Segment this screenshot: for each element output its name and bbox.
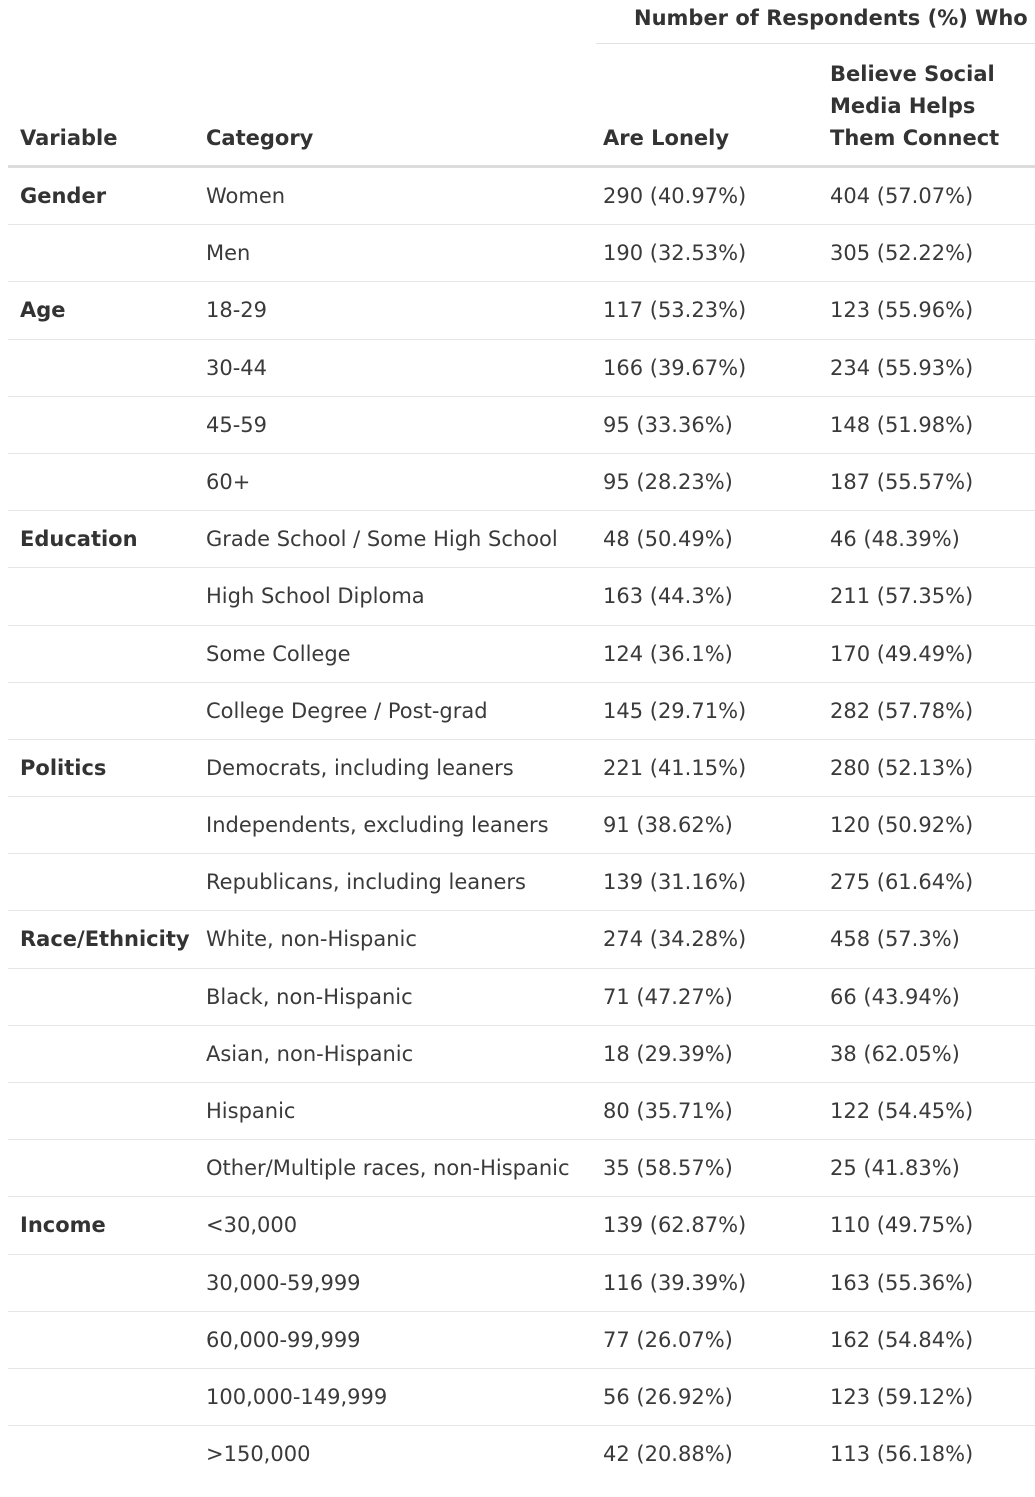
row-social-media: 66 (43.94%) [830, 984, 960, 1009]
table-row [8, 511, 1035, 568]
row-social-media: 275 (61.64%) [830, 870, 974, 895]
row-are-lonely: 56 (26.92%) [603, 1384, 733, 1409]
row-category: Black, non-Hispanic [206, 984, 413, 1009]
row-category: <30,000 [206, 1213, 298, 1238]
row-are-lonely: 290 (40.97%) [603, 184, 747, 208]
row-category: Some College [206, 641, 351, 666]
row-category: 60+ [206, 469, 251, 494]
row-variable: Age [20, 298, 66, 323]
row-are-lonely: 42 (20.88%) [603, 1442, 733, 1467]
table-row [8, 1140, 1035, 1197]
row-social-media: 25 (41.83%) [830, 1156, 960, 1181]
row-variable: Politics [20, 755, 107, 780]
row-variable: Gender [20, 184, 107, 208]
row-social-media: 123 (55.96%) [830, 298, 974, 323]
row-variable: Education [20, 527, 138, 552]
row-social-media: 162 (54.84%) [830, 1327, 974, 1352]
table-row [8, 340, 1035, 397]
table-body [8, 168, 1035, 1483]
row-social-media: 282 (57.78%) [830, 698, 974, 723]
header-category: Category [206, 126, 314, 150]
row-social-media: 122 (54.45%) [830, 1099, 974, 1123]
row-are-lonely: 190 (32.53%) [603, 241, 747, 266]
row-social-media: 404 (57.07%) [830, 184, 974, 208]
row-are-lonely: 48 (50.49%) [603, 527, 733, 552]
row-social-media: 120 (50.92%) [830, 813, 974, 838]
row-are-lonely: 139 (31.16%) [603, 870, 747, 895]
row-category: 100,000-149,999 [206, 1384, 388, 1409]
table-row [8, 454, 1035, 511]
table-row [8, 854, 1035, 911]
row-social-media: 187 (55.57%) [830, 469, 974, 494]
row-social-media: 211 (57.35%) [830, 584, 974, 609]
row-category: Other/Multiple races, non-Hispanic [206, 1156, 570, 1181]
row-social-media: 46 (48.39%) [830, 527, 960, 552]
row-social-media: 170 (49.49%) [830, 641, 974, 666]
row-are-lonely: 124 (36.1%) [603, 641, 733, 666]
row-social-media: 458 (57.3%) [830, 927, 960, 952]
table-row [8, 1369, 1035, 1426]
row-category: >150,000 [206, 1442, 311, 1467]
row-category: 60,000-99,999 [206, 1327, 361, 1352]
row-are-lonely: 274 (34.28%) [603, 927, 747, 952]
row-are-lonely: 35 (58.57%) [603, 1156, 733, 1181]
row-are-lonely: 95 (33.36%) [603, 412, 733, 437]
table-row [8, 1312, 1035, 1369]
row-category: 45-59 [206, 412, 268, 437]
table-row [8, 282, 1035, 339]
table-row [8, 1026, 1035, 1083]
row-are-lonely: 116 (39.39%) [603, 1270, 747, 1295]
table-row [8, 1255, 1035, 1312]
row-category: Hispanic [206, 1099, 296, 1123]
row-category: 30,000-59,999 [206, 1270, 361, 1295]
super-header-label: Number of Respondents (%) Who [634, 6, 1028, 30]
row-are-lonely: 163 (44.3%) [603, 584, 733, 609]
row-category: 18-29 [206, 298, 268, 323]
row-are-lonely: 91 (38.62%) [603, 813, 733, 838]
row-category: Grade School / Some High School [206, 527, 558, 552]
row-category: White, non-Hispanic [206, 927, 417, 952]
row-category: Democrats, including leaners [206, 755, 514, 780]
row-are-lonely: 80 (35.71%) [603, 1099, 733, 1123]
table-row [8, 397, 1035, 454]
header-variable: Variable [20, 126, 118, 150]
table-row [8, 225, 1035, 282]
table-row [8, 568, 1035, 625]
row-social-media: 305 (52.22%) [830, 241, 974, 266]
row-are-lonely: 77 (26.07%) [603, 1327, 733, 1352]
row-variable: Race/Ethnicity [20, 927, 190, 952]
row-social-media: 38 (62.05%) [830, 1041, 960, 1066]
table-row [8, 1197, 1035, 1254]
row-category: Asian, non-Hispanic [206, 1041, 414, 1066]
row-category: College Degree / Post-grad [206, 698, 488, 723]
table-row [8, 1083, 1035, 1140]
row-category: Independents, excluding leaners [206, 813, 549, 838]
row-are-lonely: 18 (29.39%) [603, 1041, 733, 1066]
super-header [596, 0, 1035, 44]
table-row [8, 683, 1035, 740]
table-row [8, 1426, 1035, 1483]
table-row [8, 168, 1035, 225]
row-social-media: 163 (55.36%) [830, 1270, 974, 1295]
row-variable: Income [20, 1213, 106, 1238]
row-category: Women [206, 184, 286, 208]
table-row [8, 797, 1035, 854]
row-social-media: 110 (49.75%) [830, 1213, 974, 1238]
row-category: 30-44 [206, 355, 268, 380]
row-are-lonely: 145 (29.71%) [603, 698, 747, 723]
table-row [8, 740, 1035, 797]
table-row [8, 911, 1035, 968]
row-are-lonely: 221 (41.15%) [603, 755, 747, 780]
row-category: High School Diploma [206, 584, 425, 609]
row-category: Men [206, 241, 251, 266]
row-social-media: 113 (56.18%) [830, 1442, 974, 1467]
row-are-lonely: 71 (47.27%) [603, 984, 733, 1009]
row-social-media: 234 (55.93%) [830, 355, 974, 380]
row-are-lonely: 117 (53.23%) [603, 298, 747, 323]
row-social-media: 280 (52.13%) [830, 755, 974, 780]
row-social-media: 123 (59.12%) [830, 1384, 974, 1409]
header-are-lonely: Are Lonely [603, 126, 730, 150]
header-social-media: Believe Social Media Helps Them Connect [830, 62, 1000, 150]
row-are-lonely: 166 (39.67%) [603, 355, 747, 380]
table-row [8, 626, 1035, 683]
row-are-lonely: 139 (62.87%) [603, 1213, 747, 1238]
row-social-media: 148 (51.98%) [830, 412, 974, 437]
table-row [8, 969, 1035, 1026]
row-category: Republicans, including leaners [206, 870, 526, 895]
row-are-lonely: 95 (28.23%) [603, 469, 733, 494]
